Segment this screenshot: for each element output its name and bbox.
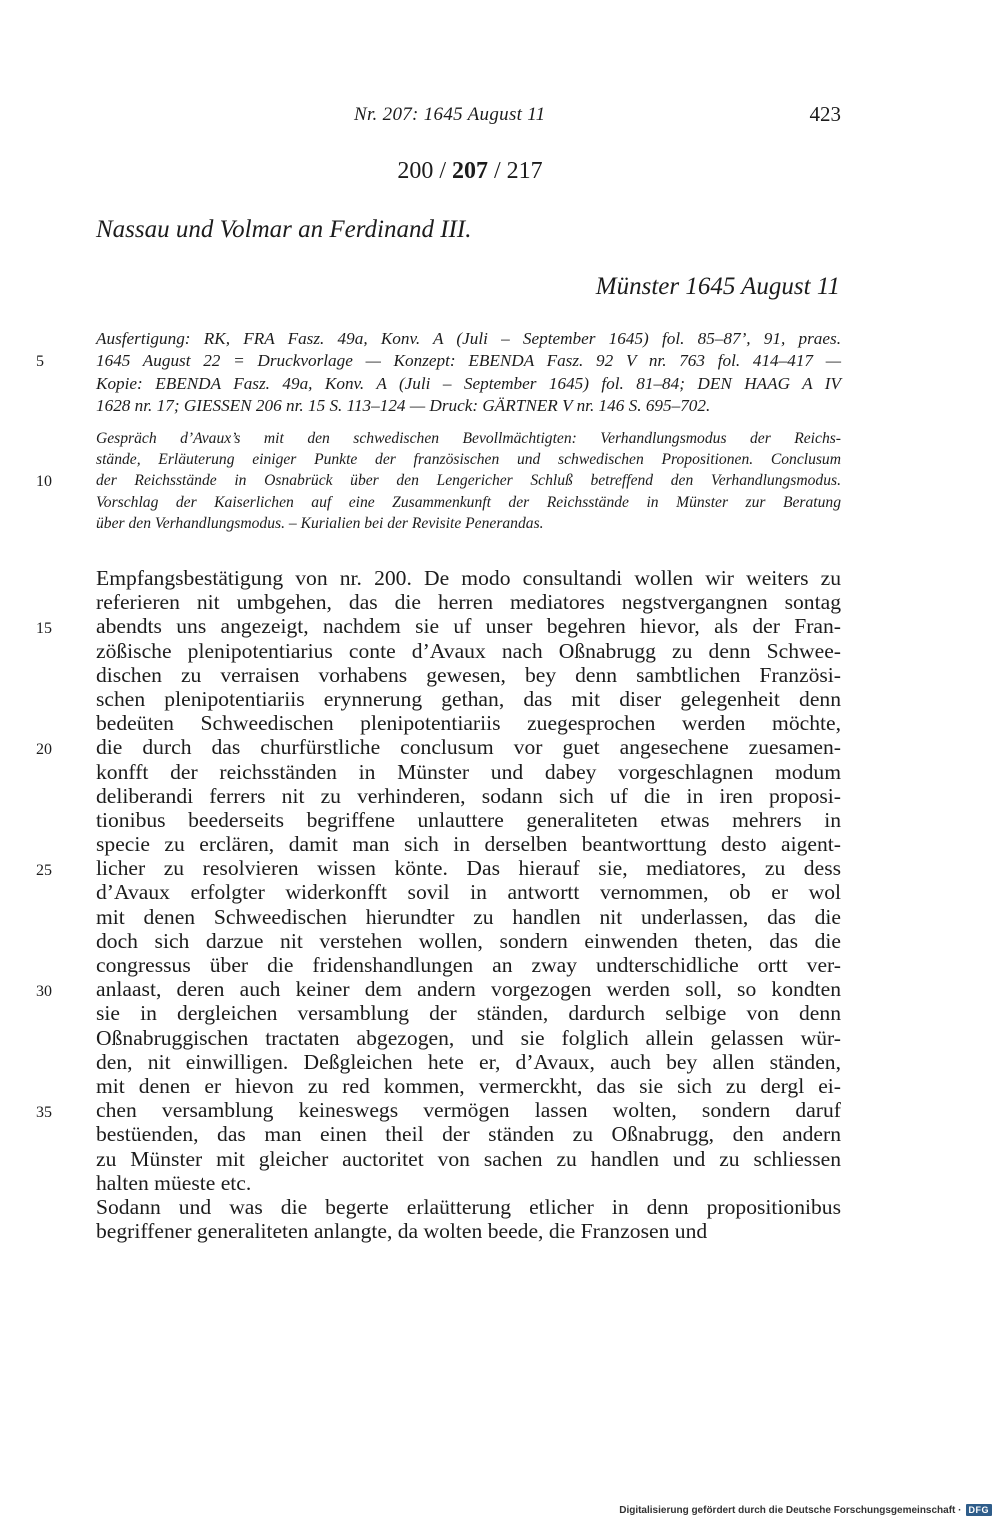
line-number: 10	[36, 473, 52, 491]
main-text-line-text: die durch das churfürstliche conclusum vor guet angesechene zuesamen-	[96, 735, 841, 760]
main-text-line-text: bestüenden, das man einen theil der ständen zu Oßnabrugg, den andern	[96, 1122, 841, 1147]
line-number: 15	[36, 620, 52, 638]
main-text-line-text: abendts uns angezeigt, nachdem sie uf unser begehren hievor, als der Fran-	[96, 614, 841, 639]
dfg-funding-note	[619, 1503, 992, 1517]
funding-text: Digitalisierung gefördert durch die Deutsche Forschungsgemeinschaft ·	[619, 1504, 962, 1516]
place-date: Münster 1645 August 11	[595, 273, 840, 300]
main-text-line-text: dischen zu verraisen vorhabens gewesen, bey denn sambtlichen Französi-	[96, 662, 841, 687]
main-text-line-text: specie zu erclären, damit man sich in derselben beantworttung desto aigent-	[96, 832, 841, 857]
main-text-line-text: mit denen Schweedischen hierundter zu handlen nit underlassen, das die	[96, 904, 841, 929]
main-text-line	[96, 663, 841, 687]
dfg-logo: DFG	[966, 1504, 993, 1516]
main-text-line-text: sie in dergleichen versamblung der ständen, dardurch selbige von denn	[96, 1001, 841, 1026]
summary-line-text: stände, Erläuterung einiger Punkte der französischen und schwedischen Propositionen. Conclusum	[96, 451, 841, 469]
summary-line	[36, 470, 841, 491]
main-text-line-text: schen plenipotentiariis erynnerung gethan, das mit diser gelegenheit denn	[96, 686, 841, 711]
sources-line	[96, 395, 841, 417]
main-text-line-text: d’Avaux erfolgter widerkonfft sovil in antwortt vernommen, ob er wol	[96, 880, 841, 905]
main-text-line-text: tionibus beederseits begriffene unlauttere generaliteten etwas mehrers in	[96, 807, 841, 832]
main-text-line	[96, 953, 841, 977]
main-text-line-text: congressus über die fridenshandlungen an zway undterschidliche ortt ver-	[96, 953, 841, 977]
main-text-line-text: Oßnabruggischen tractaten abgezogen, und sie folglich allein gelassen wür-	[96, 1025, 841, 1050]
sources-line-text: 1628 nr. 17; GIESSEN 206 nr. 15 S. 113–124 — Druck: GÄRTNER V nr. 146 S. 695–702.	[96, 396, 711, 416]
summary-regest	[36, 428, 841, 534]
main-text-line-text: bedeüten Schweedischen plenipotentiariis zuegesprochen werden möchte,	[96, 711, 841, 736]
main-text-line	[96, 808, 841, 832]
main-text-line-text: Empfangsbestätigung von nr. 200. De modo consultandi wollen wir weiters zu	[96, 566, 841, 590]
main-text-line	[36, 856, 841, 881]
summary-line	[96, 428, 841, 449]
main-text-line	[96, 1122, 841, 1146]
main-text-line	[96, 1026, 841, 1050]
line-number: 20	[36, 741, 52, 759]
main-text-line	[96, 832, 841, 856]
page-number: 423	[809, 102, 841, 126]
sources-line-text: Ausfertigung: RK, FRA Fasz. 49a, Konv. A (Juli – September 1645) fol. 85–87’, 91, praes.	[96, 329, 841, 348]
running-head	[96, 104, 841, 130]
summary-line	[96, 513, 841, 534]
main-text-line	[96, 1147, 841, 1171]
main-text-line	[96, 1074, 841, 1098]
separator: /	[488, 158, 507, 184]
main-text-line-text: deliberandi ferrers nit zu verhinderen, sodann sich uf die in iren proposi-	[96, 783, 841, 808]
line-number: 35	[36, 1104, 52, 1122]
main-text-line	[36, 1098, 841, 1123]
main-text-line	[96, 687, 841, 711]
main-text-line-text: anlaast, deren auch keiner dem andern vorgezogen werden soll, so kondten	[96, 977, 841, 1002]
document-title: Nassau und Volmar an Ferdinand III.	[96, 216, 472, 243]
main-text-line-text: Sodann und was die begerte erlaütterung etlicher in denn propositionibus	[96, 1194, 841, 1219]
sources-line	[36, 350, 841, 372]
current-document-number: 207	[452, 158, 488, 184]
main-text-line	[96, 760, 841, 784]
main-text-line	[96, 711, 841, 735]
main-text-line-text: begriffener generaliteten anlangte, da wolten beede, die Franzosen und	[96, 1219, 708, 1244]
main-text-line-text: referieren nit umbgehen, das die herren mediatores negstvergangnen sontag	[96, 590, 841, 615]
main-text-line	[96, 1001, 841, 1025]
summary-line-text: Gespräch d’Avaux’s mit den schwedischen Bevollmächtigten: Verhandlungsmodus der Reichs-	[96, 430, 841, 447]
main-text-line	[96, 905, 841, 929]
main-text-line-text: mit denen er hievon zu red kommen, vermerckht, das sie sich zu dergl ei-	[96, 1073, 841, 1098]
main-text-line	[96, 784, 841, 808]
main-text-line-text: chen versamblung keineswegs vermögen lassen wolten, sondern daruf	[96, 1098, 841, 1123]
sources-apparatus	[36, 328, 841, 418]
line-number: 30	[36, 983, 52, 1001]
main-text-line-text: zößische plenipotentiarius conte d’Avaux nach Oßnabrugg zu denn Schwee-	[96, 638, 841, 663]
line-number: 5	[36, 353, 44, 371]
summary-line-text: Vorschlag der Kaiserlichen auf eine Zusammenkunft der Reichsstände in Münster zur Beratung	[96, 493, 841, 511]
main-text-line	[96, 1219, 841, 1243]
document-number-reference	[0, 158, 940, 185]
main-text-line	[36, 977, 841, 1002]
summary-line	[96, 492, 841, 513]
main-text-line-text: zu Münster mit gleicher auctoritet von sachen zu handlen und zu schliessen	[96, 1146, 841, 1171]
main-text-line-text: konfft der reichsständen in Münster und dabey vorgeschlagnen modum	[96, 759, 841, 784]
main-text	[36, 566, 841, 1244]
next-document-number: 217	[506, 158, 543, 184]
separator: /	[433, 158, 452, 184]
summary-line-text: über den Verhandlungsmodus. – Kurialien bei der Revisite Penerandas.	[96, 514, 544, 532]
sources-line-text: Kopie: EBENDA Fasz. 49a, Konv. A (Juli – September 1645) fol. 81–84; DEN HAAG A IV	[96, 373, 841, 393]
main-text-line	[96, 1195, 841, 1219]
main-text-line	[96, 590, 841, 614]
main-text-line-text: den, nit einwilligen. Deßgleichen hete er, d’Avaux, auch bey allen ständen,	[96, 1049, 841, 1074]
line-number: 25	[36, 862, 52, 880]
main-text-line	[96, 639, 841, 663]
summary-line	[96, 449, 841, 470]
previous-document-number: 200	[397, 158, 434, 184]
main-text-line-text: licher zu resolvieren wissen könte. Das hierauf sie, mediatores, zu dess	[96, 856, 841, 881]
main-text-line	[96, 929, 841, 953]
main-text-line-text: doch sich darzue nit verstehen wollen, sondern einwenden theten, das die	[96, 928, 841, 953]
main-text-line	[96, 1050, 841, 1074]
main-text-line	[36, 614, 841, 639]
running-title: Nr. 207: 1645 August 11	[354, 104, 546, 125]
main-text-line	[36, 735, 841, 760]
main-text-line	[96, 1171, 841, 1195]
sources-line	[96, 328, 841, 350]
sources-line	[96, 373, 841, 395]
main-text-line	[96, 566, 841, 590]
sources-line-text: 1645 August 22 = Druckvorlage — Konzept: EBENDA Fasz. 92 V nr. 763 fol. 414–417 —	[96, 351, 841, 371]
main-text-line-text: halten müeste etc.	[96, 1170, 252, 1195]
summary-line-text: der Reichsstände in Osnabrück über den Lengericher Schluß betreffend den Verhandlungsmodus.	[96, 472, 841, 490]
main-text-line	[96, 880, 841, 904]
